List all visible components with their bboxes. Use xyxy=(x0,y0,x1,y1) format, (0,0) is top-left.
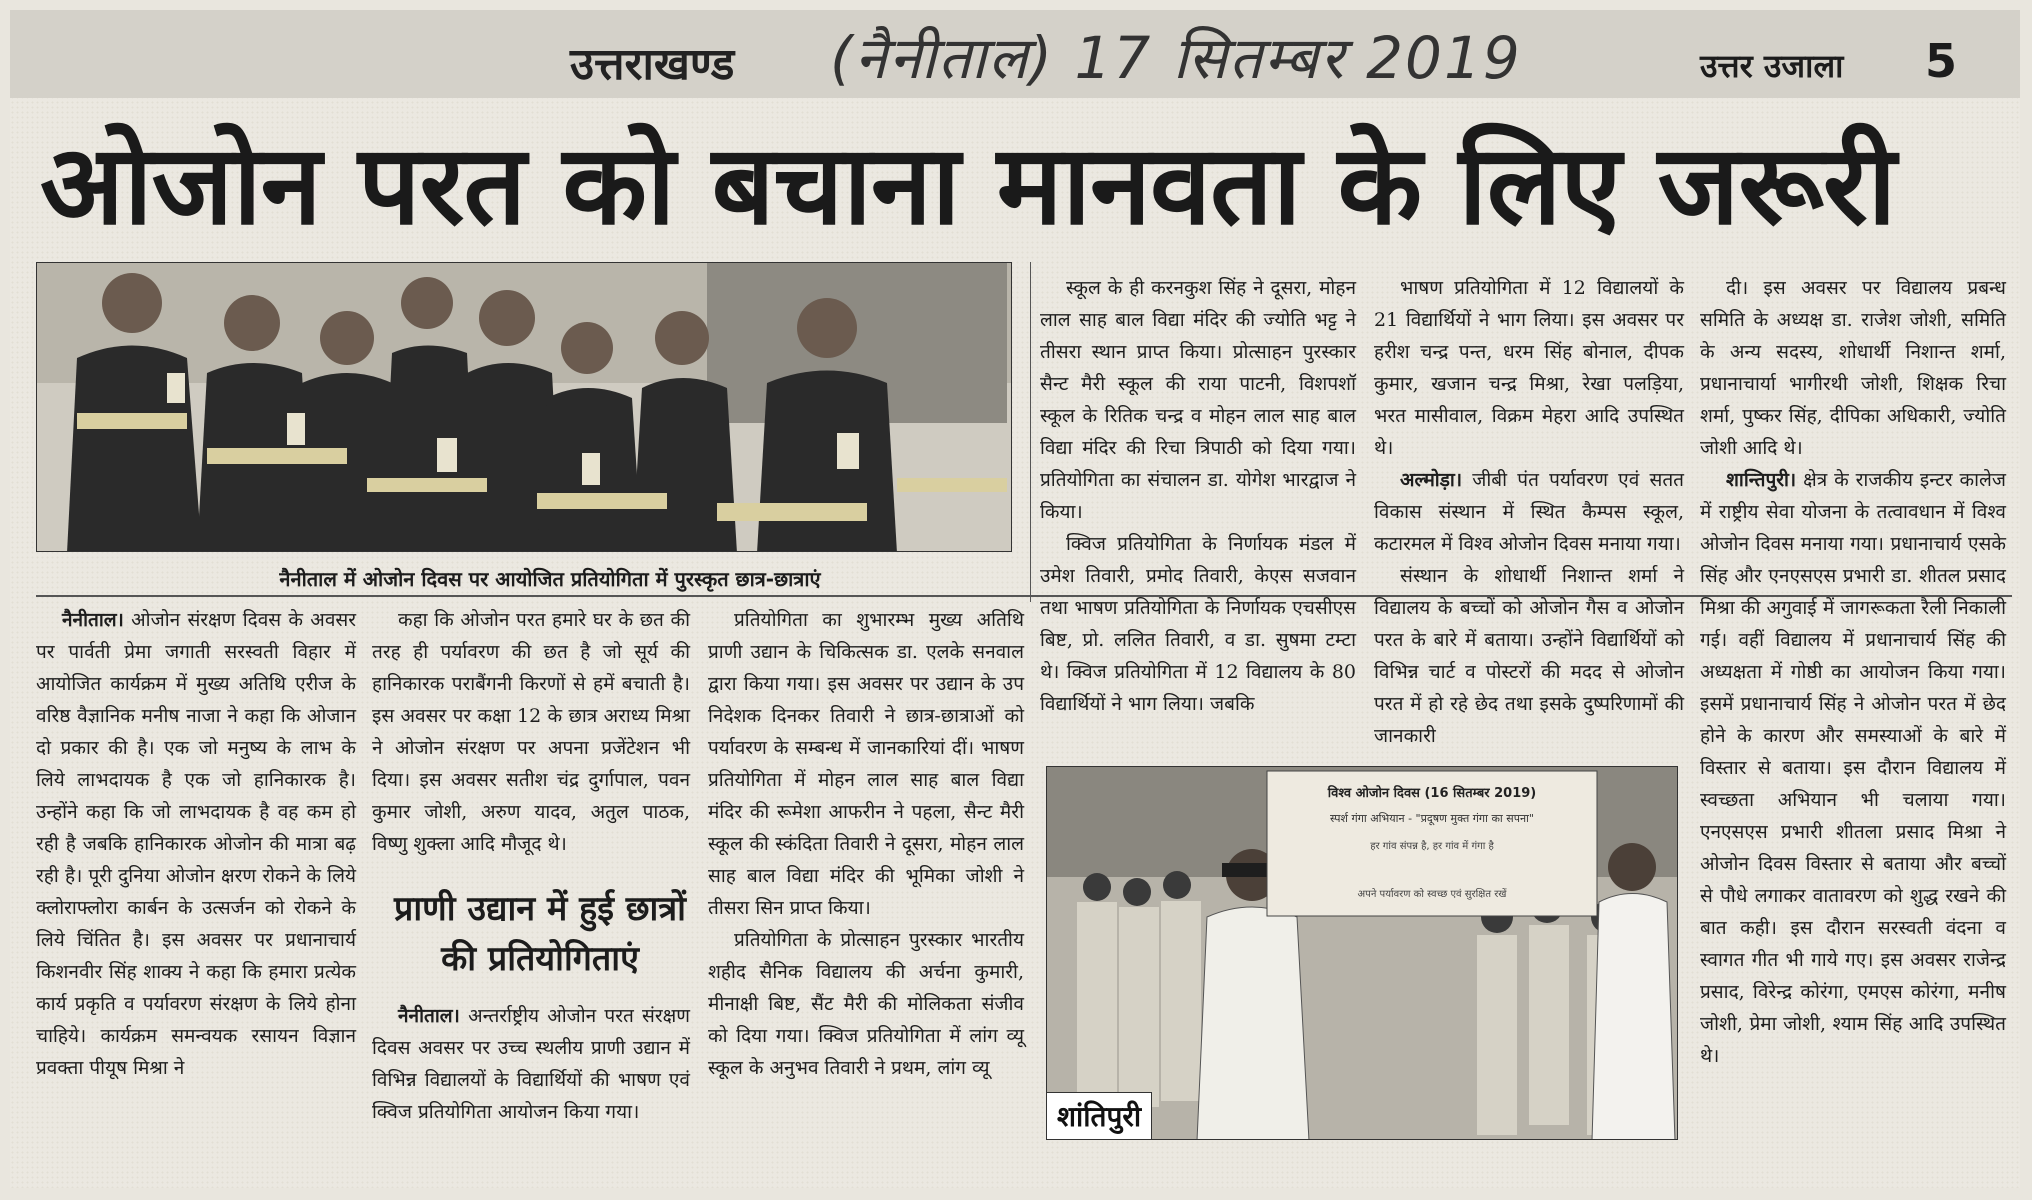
article-text: दी। इस अवसर पर विद्यालय प्रबन्ध समिति के अध्यक्ष डा. राजेश जोशी, समिति के अन्य सदस्य, शोधार्थी निशान्त शर्मा, प्रधानाचार्या भागीरथी जोशी, शिक्षक रिचा शर्मा, पुष्कर सिंह, दीपिका अधिकारी, ज्योति जोशी आदि थे। xyxy=(1700,277,2006,459)
article-column-4 xyxy=(1040,272,1356,720)
article-column-1 xyxy=(36,604,356,1084)
article-text: क्विज प्रतियोगिता के निर्णायक मंडल में उमेश तिवारी, प्रमोद तिवारी, केएस सजवान तथा भाषण प्रतियोगिता के निर्णायक एचसीएस बिष्ट, प्रो. ललित तिवारी, व डा. सुषमा टम्टा थे। क्विज प्रतियोगिता में 12 विद्यालय के 80 विद्यार्थियों ने भाग लिया। जबकि xyxy=(1040,533,1356,715)
dateline: शान्तिपुरी। xyxy=(1726,469,1797,491)
newspaper-name: उत्तर उजाला xyxy=(1700,47,1844,85)
article-column-2b xyxy=(372,1000,690,1128)
rally-illustration xyxy=(1047,767,1678,1140)
article-text: अन्तर्राष्ट्रीय ओजोन परत संरक्षण दिवस अवसर पर उच्च स्थलीय प्राणी उद्यान में विभिन्न विद्यालयों के विद्यार्थियों की भाषण एवं क्विज प्रतियोगिता आयोजन किया गया। xyxy=(372,1005,690,1123)
article-column-6 xyxy=(1700,272,2006,1072)
dateline: अल्मोड़ा। xyxy=(1400,469,1463,491)
article-text: कहा कि ओजोन परत हमारे घर के छत की तरह ही पर्यावरण की छत है जो सूर्य की हानिकारक पराबैंगनी किरणों से हमें बचाती है। इस अवसर पर कक्षा 12 के छात्र अराध्य मिश्रा ने ओजोन संरक्षण पर अपना प्रजेंटेशन भी दिया। इस अवसर सतीश चंद्र दुर्गापाल, पवन कुमार जोशी, अरुण यादव, अतुल पाठक, विष्णु शुक्ला आदि मौजूद थे। xyxy=(372,609,690,855)
article-text: प्रतियोगिता के प्रोत्साहन पुरस्कार भारतीय शहीद सैनिक विद्यालय की अर्चना कुमारी, मीनाक्षी बिष्ट, सैंट मैरी की मोलिकता संजीव को दिया गया। क्विज प्रतियोगिता में लांग व्यू स्कूल के अनुभव तिवारी ने प्रथम, लांग व्यू xyxy=(708,929,1024,1079)
section-title: उत्तराखण्ड xyxy=(570,39,735,90)
photo-caption: नैनीताल में ओजोन दिवस पर आयोजित प्रतियोगिता में पुरस्कृत छात्र-छात्राएं xyxy=(279,567,821,591)
article-text: स्कूल के ही करनकुश सिंह ने दूसरा, मोहन लाल साह बाल विद्या मंदिर की ज्योति भट्ट ने तीसरा स्थान प्राप्त किया। प्रोत्साहन पुरस्कार सैन्ट मैरी स्कूल की राया पाटनी, विशपशॉ स्कूल के रितिक चन्द्र व मोहन लाल साह बाल विद्या मंदिर की रिचा त्रिपाठी को दिया गया। प्रतियोगिता का संचालन डा. योगेश भारद्वाज ने किया। xyxy=(1040,277,1356,523)
headline: ओजोन परत को बचाना मानवता के लिए जरूरी xyxy=(40,121,1896,249)
article-text: जीबी पंत पर्यावरण एवं सतत विकास संस्थान में स्थित कैम्पस स्कूल, कटारमल में विश्व ओजोन दिवस मनाया गया। xyxy=(1374,469,1684,555)
subheadline: प्राणी उद्यान में हुई छात्रों की प्रतियोगिताएं xyxy=(394,889,686,979)
banner-line-3: हर गांव संपन्न है, हर गांव में गंगा है xyxy=(1370,841,1494,852)
article-column-2 xyxy=(372,604,690,860)
dateline: नैनीताल। xyxy=(62,609,124,631)
page-header xyxy=(10,10,2020,98)
banner-line-2: स्पर्श गंगा अभियान - "प्रदूषण मुक्त गंगा का सपना" xyxy=(1330,812,1534,825)
article-column-5 xyxy=(1374,272,1684,752)
banner-title: विश्व ओजोन दिवस (16 सितम्बर 2019) xyxy=(1327,786,1537,801)
handwritten-date-note: (नैनीताल) 17 सितम्बर 2019 xyxy=(830,24,1522,92)
photo-location-label: शांतिपुरी xyxy=(1047,1092,1152,1139)
article-text: ओजोन संरक्षण दिवस के अवसर पर पार्वती प्रेमा जगाती सरस्वती विहार में आयोजित कार्यक्रम में मुख्य अतिथि एरीज के वरिष्ठ वैज्ञानिक मनीष नाजा ने कहा कि ओजान दो प्रकार की है। एक जो मनुष्य के लाभ के लिये लाभदायक है एक जो हानिकारक है। उन्होंने कहा कि जो लाभदायक है वह कम हो रही है जबकि हानिकारक ओजोन की मात्रा बढ़ रही है। पूरी दुनिया ओजोन क्षरण रोकने के लिये क्लोराफ्लोरा कार्बन के उत्सर्जन को रोकने के लिये चिंतित है। इस अवसर पर प्रधानाचार्य किशनवीर सिंह शाक्य ने कहा कि हमारा प्रत्येक कार्य प्रकृति व पर्यावरण संरक्षण के लिये होना चाहिये। कार्यक्रम समन्वयक रसायन विज्ञान प्रवक्ता पीयूष मिश्रा ने xyxy=(36,609,356,1079)
article-text: भाषण प्रतियोगिता में 12 विद्यालयों के 21 विद्यार्थियों ने भाग लिया। इस अवसर पर हरीश चन्द्र पन्त, धरम सिंह बोनाल, दीपक कुमार, खजान चन्द्र मिश्रा, रेखा पलड़िया, भरत मासीवाल, विक्रम मेहरा आदि उपस्थित थे। xyxy=(1374,277,1684,459)
page-number: 5 xyxy=(1925,34,1958,88)
article-text: क्षेत्र के राजकीय इन्टर कालेज में राष्ट्रीय सेवा योजना के तत्वावधान में विश्व ओजोन दिवस मनाया गया। प्रधानाचार्य एसके सिंह और एनएसएस प्रभारी डा. शीतल प्रसाद मिश्रा की अगुवाई में जागरूकता रैली निकाली गई। वहीं विद्यालय में प्रधानाचार्य सिंह की अध्यक्षता में गोष्ठी का आयोजन किया गया। इसमें प्रधानाचार्य सिंह ने ओजोन परत में छेद होने के कारण और समस्याओं के बारे में विस्तार से बताया। इस दौरान विद्यालय में स्वच्छता अभियान भी चलाया गया। एनएसएस प्रभारी शीतला प्रसाद मिश्रा ने ओजोन दिवस विस्तार से बताया और बच्चों से पौधे लगाकर वातावरण को शुद्ध रखने की बात कही। इस दौरान सरस्वती वंदना व स्वागत गीत भी गाये गए। इस अवसर राजेन्द्र प्रसाद, विरेन्द्र कोरंगा, एमएस कोरंगा, मनीष जोशी, प्रेमा जोशी, श्याम सिंह आदि उपस्थित थे। xyxy=(1700,469,2006,1067)
newspaper-page xyxy=(10,10,2020,1188)
students-illustration xyxy=(37,263,1012,552)
rally-photo xyxy=(1046,766,1678,1140)
article-text: संस्थान के शोधार्थी निशान्त शर्मा ने विद्यालय के बच्चों को ओजोन गैस व ओजोन परत के बारे में बताया। उन्होंने विद्यार्थियों को विभिन्न चार्ट व पोस्टरों की मदद से ओजोन परत में हो रहे छेद तथा इसके दुष्परिणामों की जानकारी xyxy=(1374,565,1684,747)
article-column-3 xyxy=(708,604,1024,1084)
banner-line-4: अपने पर्यावरण को स्वच्छ एवं सुरक्षित रखें xyxy=(1357,889,1507,900)
article-text: प्रतियोगिता का शुभारम्भ मुख्य अतिथि प्राणी उद्यान के चिकित्सक डा. एलके सनवाल द्वारा किया गया। इस अवसर पर उद्यान के उप निदेशक दिनकर तिवारी ने छात्र-छात्राओं को पर्यावरण के सम्बन्ध में जानकारियां दीं। भाषण प्रतियोगिता में मोहन लाल साह बाल विद्या मंदिर की रूमेशा आफरीन ने पहला, सैन्ट मैरी स्कूल की स्कंदिता तिवारी ने दूसरा, मोहन लाल साह बाल विद्या मंदिर की भूमिका जोशी ने तीसरा सिन प्राप्त किया। xyxy=(708,609,1024,919)
column-divider xyxy=(1030,262,1031,602)
dateline: नैनीताल। xyxy=(398,1005,460,1027)
students-award-photo xyxy=(36,262,1012,552)
